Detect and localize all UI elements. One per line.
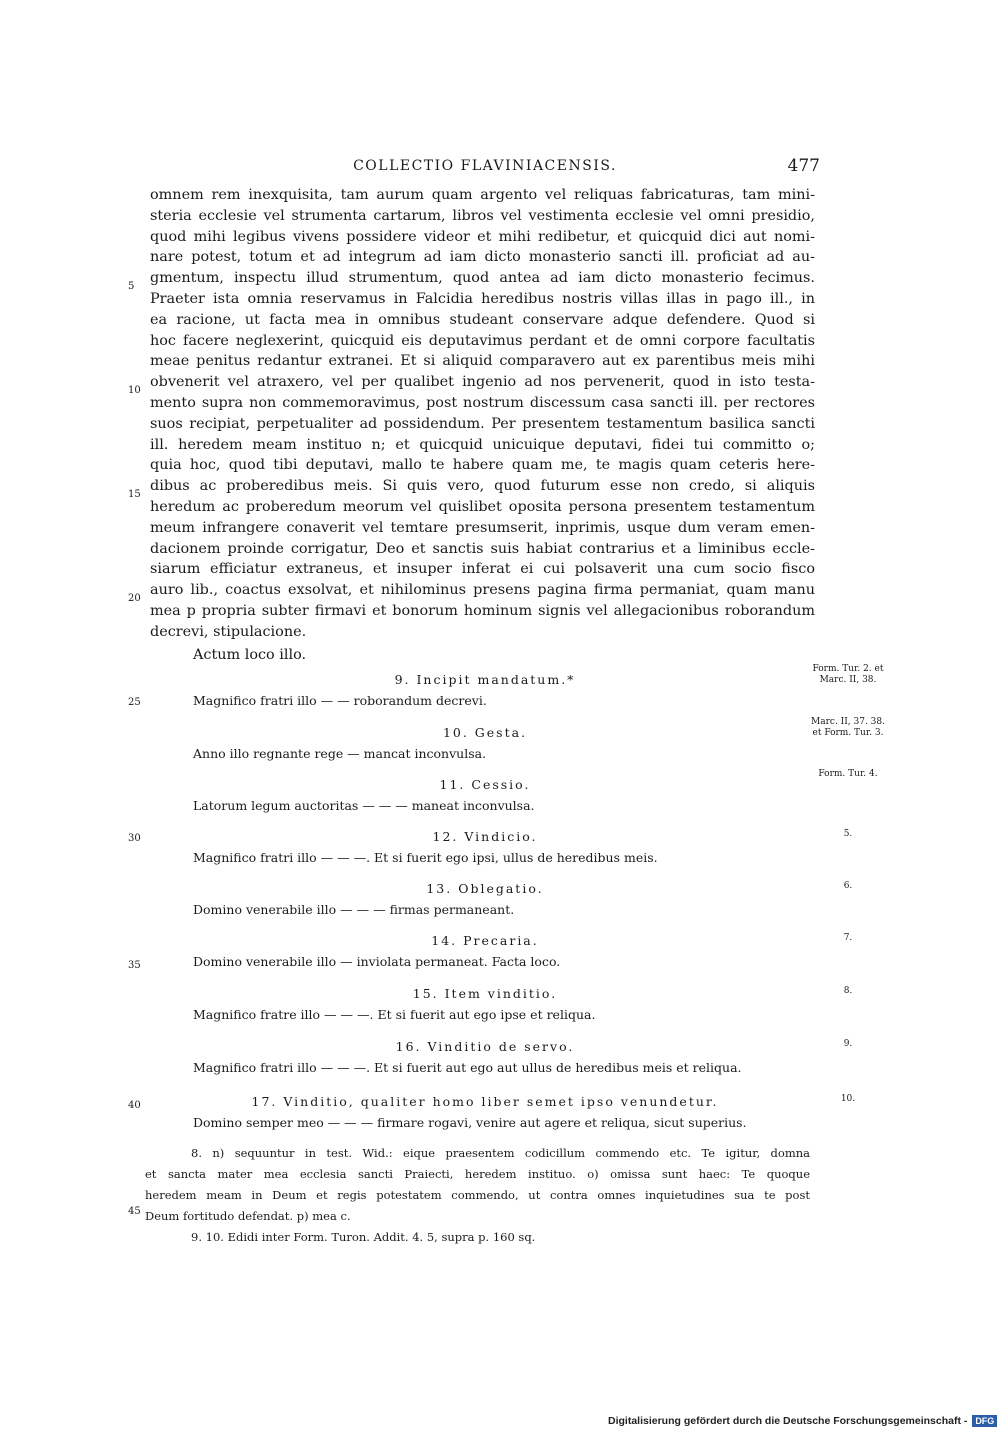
section-text: Magnifico fratri illo — — —. Et si fuerit aut ego aut ullus de heredibus meis et reliqua. [193,1060,742,1075]
margin-reference: 8. [843,986,853,996]
section-text: Domino semper meo — — — firmare rogavi, venire aut agere et reliqua, sicut superius. [193,1115,747,1130]
margin-reference: Form. Tur. 2. et Marc. II, 38. [812,664,884,685]
running-header [150,158,820,180]
text-line: siarum efficiatur extraneus, et insuper inferat ei cui polsaverit una cum socio fisco [150,561,815,578]
section-title: 14. Precaria. [431,933,539,948]
line-number: 40 [128,1100,141,1111]
page-number: 477 [787,156,820,176]
margin-reference: Form. Tur. 4. [818,769,878,779]
margin-reference: 9. [843,1039,853,1049]
line-number: 35 [128,960,141,971]
section-text: Magnifico fratri illo — — —. Et si fuerit ego ipsi, ullus de heredibus meis. [193,850,658,865]
text-line: ea racione, ut facta mea in omnibus studeant conservare adque defendere. Quod si [150,311,815,328]
digitization-credit [608,1415,997,1427]
footnote-line: et sancta mater mea ecclesia sancti Praiecti, heredem instituo. o) omissa sunt haec: Te quoque [145,1167,810,1181]
footnotes [145,1143,810,1248]
line-number: 30 [128,833,141,844]
text-line: gmentum, inspectu illud strumentum, quod antea ad iam dicto monasterio fecimus. [150,270,815,287]
text-line: hoc facere neglexerint, quicquid eis deputavimus perdant et de omni corpore facultatis [150,332,815,349]
margin-reference: 6. [843,881,853,891]
margin-reference: 7. [843,933,853,943]
text-line: auro lib., coactus exsolvat, et nihilominus presens pagina firma permaniat, quam manu [150,582,815,599]
credit-text: Digitalisierung gefördert durch die Deutsche Forschungsgemeinschaft - [608,1415,968,1427]
section-text: Domino venerabile illo — — — firmas permaneant. [193,902,515,917]
text-line: ill. heredem meam instituo n; et quicquid unicuique deputavi, fidei tui committo o; [150,436,815,453]
section-title: 13. Oblegatio. [426,881,544,896]
text-line: meum infrangere conaverit vel temtare presumserit, inprimis, usque dum veram emen- [150,519,815,536]
text-line: obvenerit vel atraxero, vel per qualibet ingenio ad nos pervenerit, quod in isto testa- [150,374,815,391]
section-title: 17. Vinditio, qualiter homo liber semet ipso venundetur. [251,1094,719,1109]
text-line: omnem rem inexquisita, tam aurum quam argento vel reliquas fabricaturas, tam mini- [150,187,815,203]
section-title: 16. Vinditio de servo. [395,1039,575,1054]
section-text: Magnifico fratri illo — — roborandum decrevi. [193,693,487,708]
section-title: 15. Item vinditio. [412,986,558,1001]
margin-reference: Marc. II, 37. 38. et Form. Tur. 3. [811,717,885,738]
text-line: dibus ac proberedibus meis. Si quis vero, quod futurum esse non credo, si aliquis [150,478,815,495]
text-line: heredum ac proberedum meorum vel quislibet oposita persona presentem testamentum [150,498,815,515]
section-title: 10. Gesta. [442,725,528,740]
text-line: decrevi, stipulacione. [150,623,307,640]
line-number: 20 [128,593,141,604]
line-number: 15 [128,489,141,500]
line-number: 10 [128,385,141,396]
text-line: nare potest, totum et ad integrum ad iam dicto monasterio sancti ill. proficiat ad au- [150,249,815,266]
running-title: COLLECTIO FLAVINIACENSIS. [353,158,617,174]
text-line: quia hoc, quod tibi deputavi, mallo te habere quam me, te magis quam ceteris here- [150,457,815,474]
text-line: mento supra non commemoravimus, post nostrum discessum casa sancti ill. per rectores [150,394,815,411]
text-line: meae penitus redantur extranei. Et si aliquid comparavero aut ex parentibus meis mihi [150,353,815,370]
actum-line: Actum loco illo. [193,647,307,663]
footnote-line: 8. n) sequuntur in test. Wid.: eique praesentem codicillum commendo etc. Te igitur, domna [191,1146,810,1160]
text-line: Praeter ista omnia reservamus in Falcidia heredibus nostris villas illas in pago ill., in [150,290,815,307]
section-text: Magnifico fratre illo — — —. Et si fuerit aut ego ipse et reliqua. [193,1007,596,1022]
text-line: quod mihi legibus vivens possidere videor et mihi redibetur, et quicquid dici aut nomi- [150,228,815,245]
section-text: Latorum legum auctoritas — — — maneat inconvulsa. [193,798,535,813]
section-title: 12. Vindicio. [432,829,538,844]
line-number: 25 [128,697,141,708]
footnote-line: 9. 10. Edidi inter Form. Turon. Addit. 4. 5, supra p. 160 sq. [191,1230,536,1244]
section-title: 9. Incipit mandatum.* [394,672,576,687]
section-text: Domino venerabile illo — inviolata permaneat. Facta loco. [193,954,561,969]
margin-reference: 5. [843,829,853,839]
text-line: steria ecclesie vel strumenta cartarum, libros vel vestimenta ecclesie vel omni presidio, [150,207,815,224]
line-number: 45 [128,1206,141,1217]
margin-reference: 10. [840,1094,856,1104]
line-number: 5 [128,281,135,292]
footnote-line: heredem meam in Deum et regis potestatem commendo, ut contra omnes inquietudines sua te post [145,1188,810,1202]
main-text [150,185,815,643]
dfg-logo: DFG [972,1415,997,1427]
section-text: Anno illo regnante rege — mancat inconvulsa. [193,746,487,761]
text-line: suos recipiat, perpetualiter ad possidendum. Per presentem testamentum basilica sancti [150,415,815,432]
section-title: 11. Cessio. [439,777,531,792]
text-line: mea p propria subter firmavi et bonorum hominum signis vel allegacionibus roborandum [150,602,815,619]
footnote-line: Deum fortitudo defendat. p) mea c. [145,1209,351,1223]
text-line: dacionem proinde corrigatur, Deo et sanctis suis habiat contrarius et a liminibus eccle- [150,540,815,557]
